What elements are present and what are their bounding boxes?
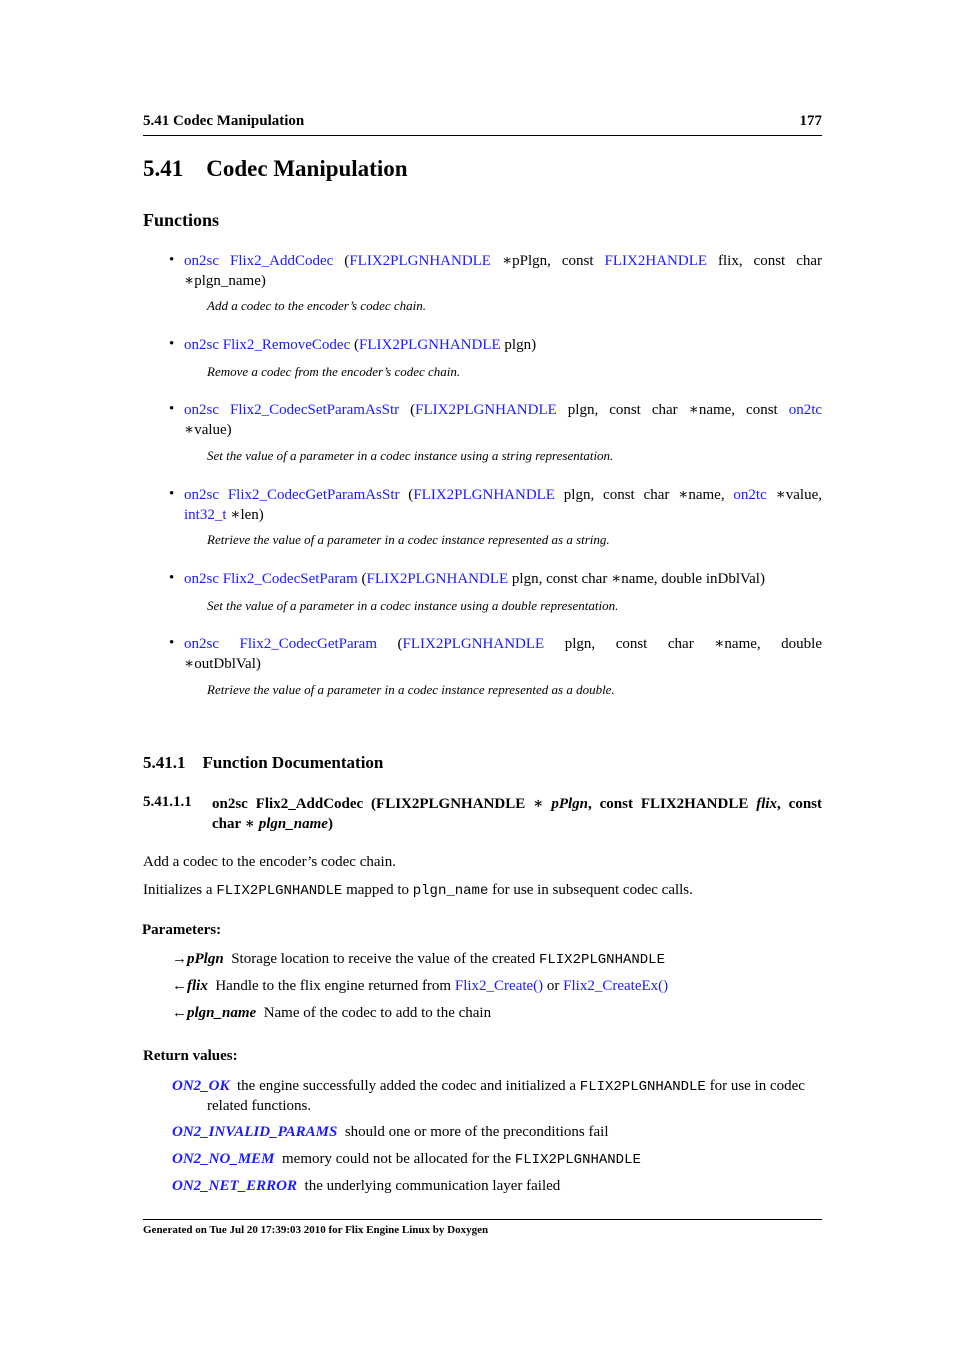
return-value-no-mem: ON2_NO_MEM memory could not be allocated for the FLIX2PLGNHANDLE bbox=[172, 1151, 641, 1168]
return-code-link[interactable]: ON2_NET_ERROR bbox=[172, 1178, 298, 1194]
type-link[interactable]: FLIX2PLGNHANDLE bbox=[366, 571, 509, 587]
footer-text: Generated on Tue Jul 20 17:39:03 2010 for Flix Engine Linux by Doxygen bbox=[143, 1224, 489, 1236]
function-doc-number: 5.41.1.1 bbox=[143, 794, 192, 810]
function-entry-removecodec: on2sc Flix2_RemoveCodec (FLIX2PLGNHANDLE plgn) bbox=[184, 337, 537, 353]
function-brief: Add a codec to the encoder’s codec chain. bbox=[207, 298, 427, 313]
arrow-left-icon: ← bbox=[172, 1005, 187, 1021]
function-entry-setparam: on2sc Flix2_CodecSetParam (FLIX2PLGNHANDLE plgn, const char ∗name, double inDblVal) bbox=[184, 571, 765, 587]
return-type-link[interactable]: on2sc bbox=[184, 337, 219, 353]
function-link-setparam[interactable]: Flix2_CodecSetParam bbox=[222, 571, 358, 587]
type-link[interactable]: FLIX2PLGNHANDLE bbox=[413, 487, 555, 503]
function-entry-setparamasstr: on2sc Flix2_CodecSetParamAsStr (FLIX2PLGNHANDLE plgn, const char ∗name, const on2tc ∗value) bbox=[184, 402, 823, 438]
return-value-net-error: ON2_NET_ERROR the underlying communication layer failed bbox=[172, 1178, 561, 1194]
flix2-create-link[interactable]: Flix2_Create() bbox=[454, 978, 544, 994]
return-values-heading: Return values: bbox=[143, 1048, 238, 1064]
return-type-link[interactable]: on2sc bbox=[184, 571, 219, 587]
page-number: 177 bbox=[799, 113, 822, 129]
function-brief: Set the value of a parameter in a codec instance using a double representation. bbox=[207, 598, 619, 613]
function-link-addcodec[interactable]: Flix2_AddCodec bbox=[229, 253, 334, 269]
function-brief: Retrieve the value of a parameter in a codec instance represented as a string. bbox=[207, 532, 610, 547]
param-pplgn: →pPlgn Storage location to receive the value of the created FLIX2PLGNHANDLE bbox=[172, 951, 665, 968]
section-title: 5.41 Codec Manipulation bbox=[143, 156, 408, 181]
return-value-invalid-params: ON2_INVALID_PARAMS should one or more of the preconditions fail bbox=[172, 1124, 609, 1140]
footer-rule bbox=[143, 1219, 822, 1220]
return-type-link[interactable]: on2sc bbox=[184, 636, 219, 652]
function-entry-addcodec: on2sc Flix2_AddCodec (FLIX2PLGNHANDLE ∗pPlgn, const FLIX2HANDLE flix, const char ∗plgn_name) bbox=[184, 253, 823, 289]
type-link[interactable]: FLIX2PLGNHANDLE bbox=[359, 337, 501, 353]
functions-heading: Functions bbox=[143, 210, 220, 230]
return-code-link[interactable]: ON2_OK bbox=[172, 1078, 230, 1094]
running-header-section: 5.41 Codec Manipulation bbox=[143, 113, 305, 129]
function-brief-text: Add a codec to the encoder’s codec chain. bbox=[143, 854, 396, 870]
param-flix: ←flix Handle to the flix engine returned from Flix2_Create() or Flix2_CreateEx() bbox=[172, 978, 669, 994]
type-link[interactable]: FLIX2PLGNHANDLE bbox=[402, 636, 545, 652]
bullet: • bbox=[169, 570, 175, 586]
function-detail-text: Initializes a FLIX2PLGNHANDLE mapped to plgn_name for use in subsequent codec calls. bbox=[143, 882, 693, 899]
function-entry-getparam: on2sc Flix2_CodecGetParam (FLIX2PLGNHANDLE plgn, const char ∗name, double ∗outDblVal) bbox=[184, 636, 822, 672]
return-value-on2-ok: ON2_OK the engine successfully added the codec and initialized a FLIX2PLGNHANDLE for use in codec related functions. bbox=[172, 1078, 809, 1114]
return-type-link[interactable]: on2sc bbox=[184, 253, 219, 269]
return-code-link[interactable]: ON2_INVALID_PARAMS bbox=[172, 1124, 338, 1140]
param-plgn-name: ←plgn_name Name of the codec to add to the chain bbox=[172, 1005, 492, 1021]
function-entry-getparamasstr: on2sc Flix2_CodecGetParamAsStr (FLIX2PLGNHANDLE plgn, const char ∗name, on2tc ∗value, int32_t ∗len) bbox=[184, 487, 823, 523]
doc-heading: 5.41.1 Function Documentation bbox=[143, 753, 384, 772]
function-link-getparamasstr[interactable]: Flix2_CodecGetParamAsStr bbox=[227, 487, 400, 503]
return-type-link[interactable]: on2sc bbox=[184, 402, 219, 418]
function-link-getparam[interactable]: Flix2_CodecGetParam bbox=[239, 636, 378, 652]
function-link-removecodec[interactable]: Flix2_RemoveCodec bbox=[222, 337, 351, 353]
bullet: • bbox=[169, 336, 175, 352]
type-link[interactable]: int32_t bbox=[184, 507, 227, 523]
bullet: • bbox=[169, 401, 175, 417]
function-brief: Retrieve the value of a parameter in a codec instance represented as a double. bbox=[207, 682, 615, 697]
return-type-link[interactable]: on2sc bbox=[184, 487, 219, 503]
function-signature: on2sc Flix2_AddCodec (FLIX2PLGNHANDLE ∗ pPlgn, const FLIX2HANDLE flix, const char ∗ plgn_name) bbox=[212, 796, 822, 832]
function-brief: Remove a codec from the encoder’s codec chain. bbox=[207, 364, 461, 379]
flix2-createex-link[interactable]: Flix2_CreateEx() bbox=[563, 978, 669, 994]
parameters-heading: Parameters: bbox=[142, 922, 222, 938]
bullet: • bbox=[169, 486, 175, 502]
function-doc-heading bbox=[143, 794, 822, 836]
type-link[interactable]: on2tc bbox=[733, 487, 767, 503]
type-link[interactable]: on2tc bbox=[788, 402, 823, 418]
header-rule bbox=[143, 135, 822, 136]
return-code-link[interactable]: ON2_NO_MEM bbox=[172, 1151, 275, 1167]
arrow-right-icon: → bbox=[172, 951, 187, 967]
type-link[interactable]: FLIX2PLGNHANDLE bbox=[349, 253, 491, 269]
arrow-left-icon: ← bbox=[172, 978, 187, 994]
function-link-setparamasstr[interactable]: Flix2_CodecSetParamAsStr bbox=[229, 402, 400, 418]
function-brief: Set the value of a parameter in a codec instance using a string representation. bbox=[207, 448, 614, 463]
type-link[interactable]: FLIX2PLGNHANDLE bbox=[415, 402, 557, 418]
bullet: • bbox=[169, 635, 175, 651]
bullet: • bbox=[169, 252, 175, 268]
type-link[interactable]: FLIX2HANDLE bbox=[604, 253, 708, 269]
